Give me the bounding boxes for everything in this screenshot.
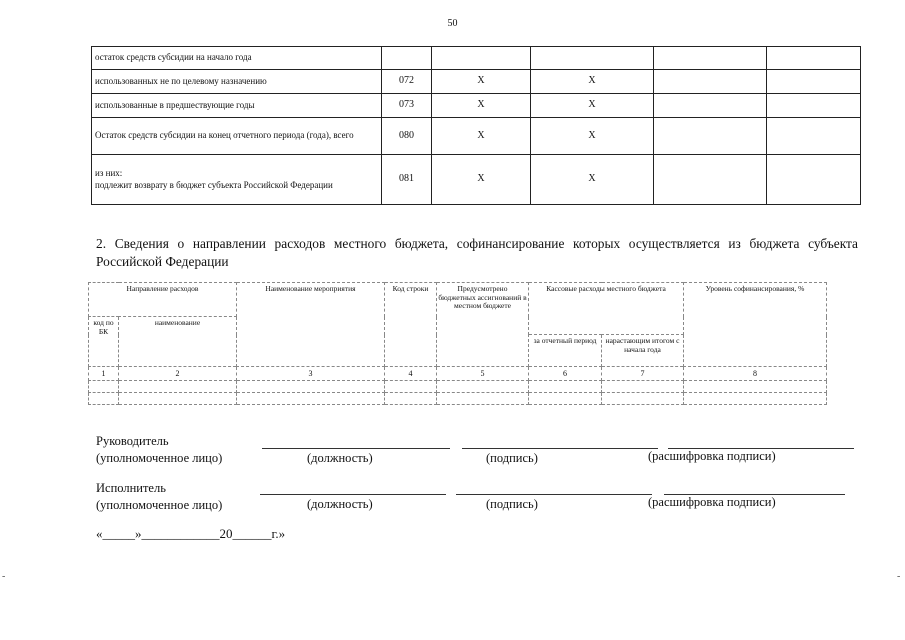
executor-position-caption: (должность) (307, 497, 373, 511)
col-num: 5 (437, 367, 529, 381)
cell (654, 155, 767, 205)
date-line: «_____»____________20______г.» (96, 526, 286, 541)
cell (237, 381, 385, 393)
cell: X (432, 118, 531, 155)
cell (602, 393, 684, 405)
cell (531, 47, 654, 70)
cell (654, 118, 767, 155)
row-code: 081 (382, 155, 432, 205)
header-cumulative: нарастающим итогом с начала года (602, 335, 684, 367)
header-period: за отчетный период (529, 335, 602, 367)
column-numbers-row (89, 367, 827, 381)
cell (767, 94, 861, 118)
row-label: остаток средств субсидии на начало года (92, 47, 382, 70)
header-direction: Направление расходов (89, 283, 237, 317)
cell (119, 381, 237, 393)
edge-mark: - (2, 571, 6, 582)
table-row (92, 155, 861, 205)
cell (529, 393, 602, 405)
head-signature-caption: (подпись) (486, 451, 538, 465)
cell (432, 47, 531, 70)
row-code (382, 47, 432, 70)
cell: X (531, 155, 654, 205)
table-row (89, 381, 827, 393)
executor-signature-line (456, 494, 652, 495)
col-num: 4 (385, 367, 437, 381)
section-2-heading: 2. Сведения о направлении расходов местного бюджета, софинансирование которых осуществляется из бюджета субъекта Российской Федерации (96, 236, 858, 269)
col-num: 7 (602, 367, 684, 381)
expenses-table (88, 282, 827, 405)
cell (529, 381, 602, 393)
edge-mark: - (897, 571, 901, 582)
cell (684, 381, 827, 393)
cell (767, 155, 861, 205)
executor-position-line (260, 494, 446, 495)
cell (119, 393, 237, 405)
cell (437, 381, 529, 393)
cell (437, 393, 529, 405)
row-label: Остаток средств субсидии на конец отчетного периода (года), всего (92, 118, 382, 155)
head-signature-line (462, 448, 658, 449)
table-row (92, 47, 861, 70)
cell (385, 381, 437, 393)
cell (654, 70, 767, 94)
cell: X (432, 70, 531, 94)
executor-decoding-caption: (расшифровка подписи) (648, 495, 776, 509)
cell (602, 381, 684, 393)
head-decoding-caption: (расшифровка подписи) (648, 449, 776, 463)
cell: X (531, 94, 654, 118)
head-title: Руководитель (96, 434, 169, 448)
subsidy-balance-table (91, 46, 861, 205)
col-num: 2 (119, 367, 237, 381)
row-code: 072 (382, 70, 432, 94)
cell: X (432, 155, 531, 205)
col-num: 1 (89, 367, 119, 381)
cell (385, 393, 437, 405)
cell: X (531, 118, 654, 155)
row-label: использованных не по целевому назначению (92, 70, 382, 94)
col-num: 8 (684, 367, 827, 381)
head-authorized-caption: (уполномоченное лицо) (96, 451, 223, 465)
cell (654, 94, 767, 118)
cell: X (531, 70, 654, 94)
header-cofinancing-level: Уровень софинансирования, % (684, 283, 827, 367)
cell (767, 47, 861, 70)
row-label: из них: подлежит возврату в бюджет субъекта Российской Федерации (92, 155, 382, 205)
cell (654, 47, 767, 70)
cell (767, 118, 861, 155)
cell: X (432, 94, 531, 118)
col-num: 6 (529, 367, 602, 381)
row-code: 080 (382, 118, 432, 155)
cell (684, 393, 827, 405)
table-row (89, 393, 827, 405)
row-label: использованные в предшествующие годы (92, 94, 382, 118)
header-event-name: Наименование мероприятия (237, 283, 385, 367)
cell (89, 393, 119, 405)
col-num: 3 (237, 367, 385, 381)
cell (767, 70, 861, 94)
head-position-line (262, 448, 450, 449)
header-kbk: код по БК (89, 317, 119, 367)
page-number: 50 (447, 18, 458, 29)
table-row (92, 118, 861, 155)
header-line-code: Код строки (385, 283, 437, 367)
executor-signature-caption: (подпись) (486, 497, 538, 511)
header-cash-expenses: Кассовые расходы местного бюджета (529, 283, 684, 335)
header-planned: Предусмотрено бюджетных ассигнований в местном бюджете (437, 283, 529, 367)
table-row (92, 94, 861, 118)
row-code: 073 (382, 94, 432, 118)
table-row (92, 70, 861, 94)
executor-title: Исполнитель (96, 481, 166, 495)
cell (89, 381, 119, 393)
cell (237, 393, 385, 405)
executor-authorized-caption: (уполномоченное лицо) (96, 498, 223, 512)
head-position-caption: (должность) (307, 451, 373, 465)
header-name: наименование (119, 317, 237, 367)
